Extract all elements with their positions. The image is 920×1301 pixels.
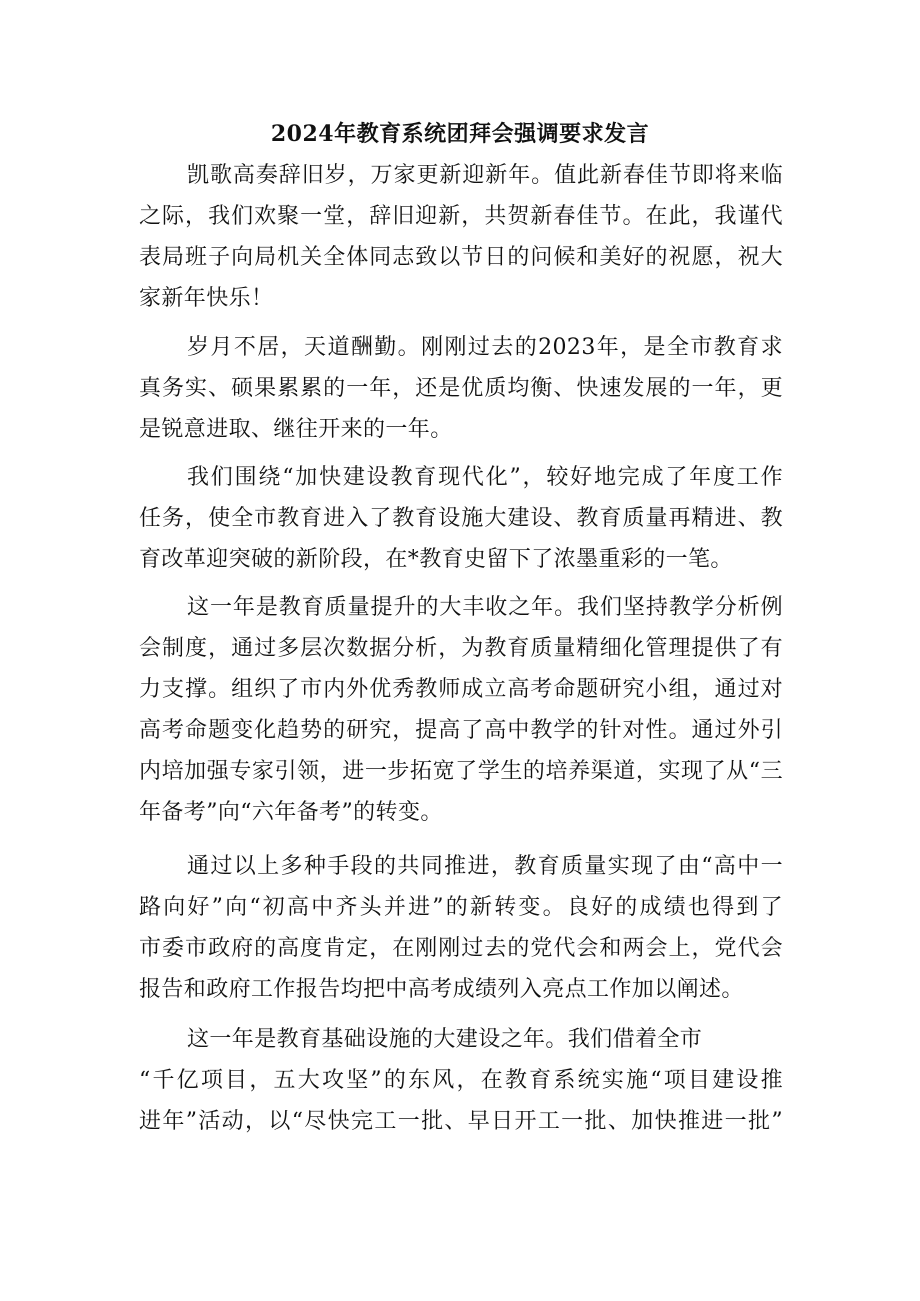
paragraph-line: 这一年是教育质量提升的大丰收之年。我们坚持教学分析例 (187, 595, 783, 620)
paragraph-line: 内培加强专家引领，进一步拓宽了学生的培养渠道，实现了从“三 (139, 759, 783, 784)
paragraph-line: 我们围绕“加快建设教育现代化”，较好地完成了年度工作 (187, 465, 783, 490)
paragraph-line: 表局班子向局机关全体同志致以节日的问候和美好的祝愿，祝大 (139, 245, 783, 270)
paragraph-line: 年备考”向“六年备考”的转变。 (139, 800, 443, 825)
paragraph-5 (139, 846, 783, 1010)
paragraph-line: 家新年快乐！ (139, 286, 274, 311)
paragraph-line: 凯歌高奏辞旧岁，万家更新迎新年。值此新春佳节即将来临 (187, 163, 783, 188)
paragraph-4 (139, 587, 783, 833)
paragraph-line: 市委市政府的高度肯定，在刚刚过去的党代会和两会上，党代会 (139, 936, 783, 961)
paragraph-line: “千亿项目，五大攻坚”的东风，在教育系统实施“项目建设推 (139, 1068, 783, 1093)
paragraph-line: 任务，使全市教育进入了教育设施大建设、教育质量再精进、教 (139, 506, 783, 531)
paragraph-line: 高考命题变化趋势的研究，提高了高中教学的针对性。通过外引 (139, 718, 783, 743)
paragraph-line: 岁月不居，天道酬勤。刚刚过去的2023年，是全市教育求 (187, 335, 783, 360)
paragraph-line: 路向好”向“初高中齐头并进”的新转变。良好的成绩也得到了 (139, 895, 783, 920)
paragraph-line: 是锐意进取、继往开来的一年。 (139, 417, 453, 442)
paragraph-6 (139, 1019, 783, 1142)
paragraph-line: 育改革迎突破的新阶段，在*教育史留下了浓墨重彩的一笔。 (139, 547, 733, 572)
paragraph-line: 进年”活动，以“尽快完工一批、早日开工一批、加快推进一批” (139, 1109, 783, 1134)
paragraph-line: 真务实、硕果累累的一年，还是优质均衡、快速发展的一年，更 (139, 376, 783, 401)
paragraph-line: 会制度，通过多层次数据分析，为教育质量精细化管理提供了有 (139, 636, 783, 661)
paragraph-line: 之际，我们欢聚一堂，辞旧迎新，共贺新春佳节。在此，我谨代 (139, 204, 783, 229)
paragraph-2 (139, 327, 783, 450)
paragraph-line: 通过以上多种手段的共同推进，教育质量实现了由“高中一 (187, 854, 783, 879)
paragraph-line: 这一年是教育基础设施的大建设之年。我们借着全市 (187, 1027, 703, 1052)
document-title: 2024年教育系统团拜会强调要求发言 (270, 121, 650, 147)
paragraph-1 (139, 155, 783, 319)
paragraph-line: 力支撑。组织了市内外优秀教师成立高考命题研究小组，通过对 (139, 677, 783, 702)
paragraph-3 (139, 457, 783, 580)
paragraph-line: 报告和政府工作报告均把中高考成绩列入亮点工作加以阐述。 (139, 977, 744, 1002)
